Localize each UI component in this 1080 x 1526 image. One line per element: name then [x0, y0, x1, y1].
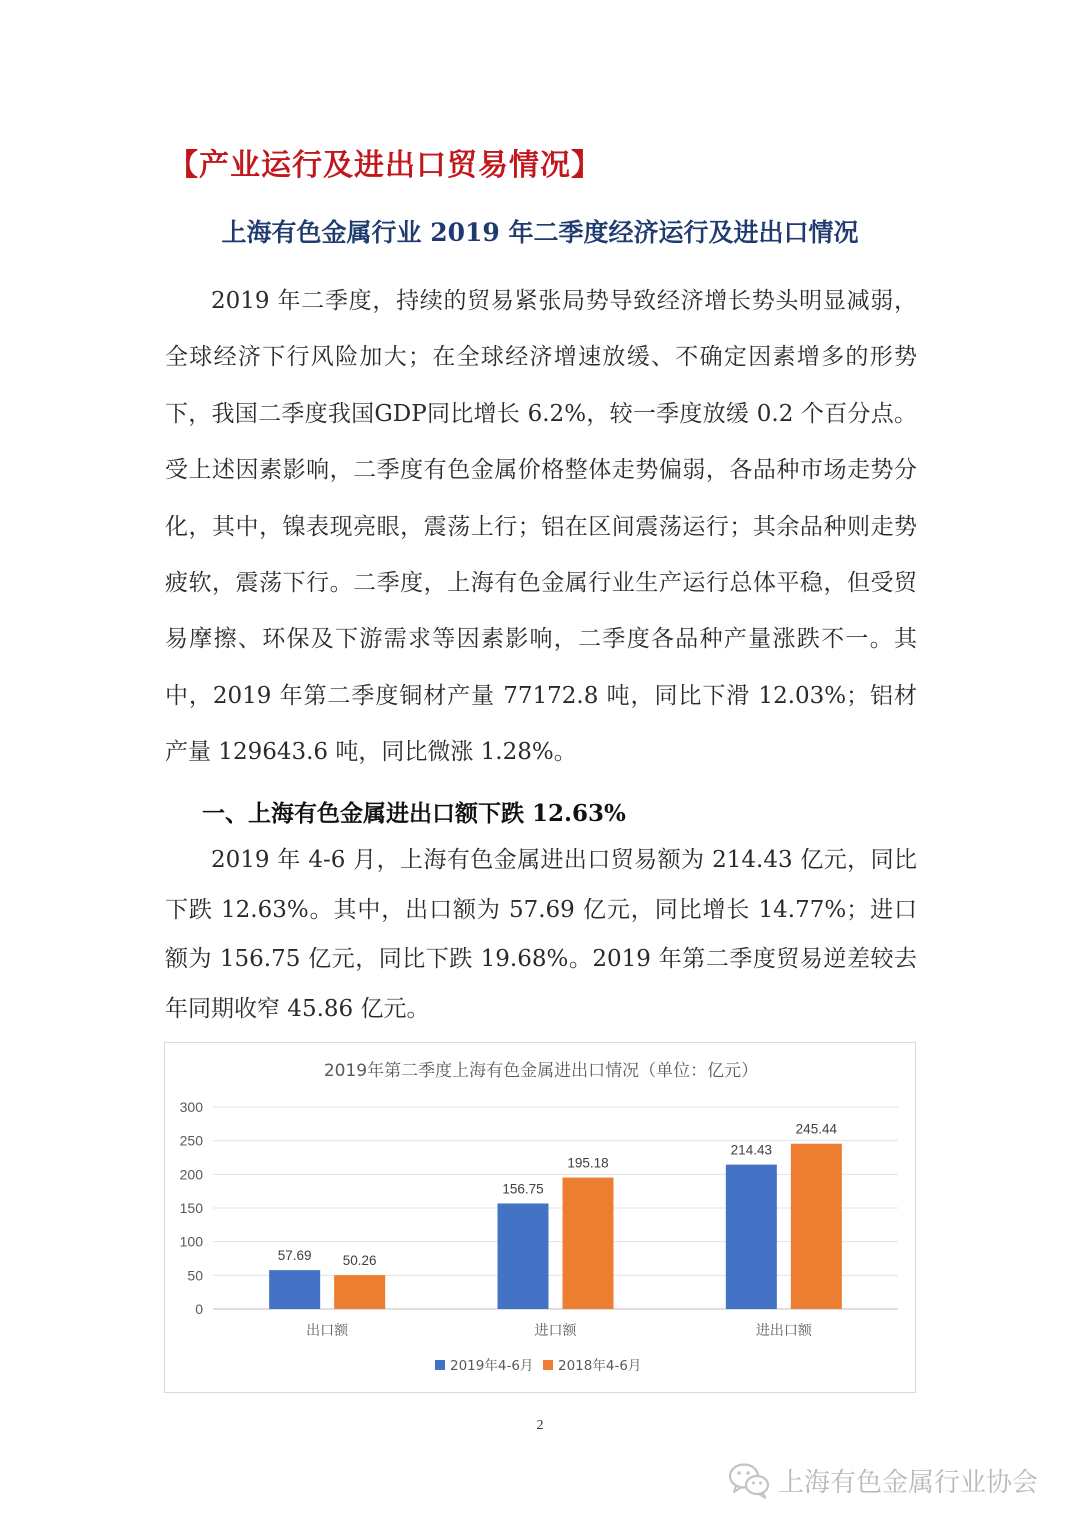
legend-swatch	[435, 1360, 445, 1370]
legend-label: 2018年4-6月	[558, 1358, 642, 1374]
y-tick-label: 200	[179, 1166, 203, 1183]
bar	[726, 1165, 777, 1309]
data-label: 195.18	[567, 1155, 609, 1171]
data-label: 50.26	[342, 1253, 377, 1269]
x-tick-label: 进出口额	[755, 1323, 812, 1339]
x-tick-label: 进口额	[534, 1323, 577, 1339]
wechat-icon	[728, 1461, 772, 1499]
bar	[498, 1203, 549, 1309]
trade-chart	[164, 1042, 916, 1393]
y-tick-label: 300	[179, 1099, 203, 1115]
bar	[269, 1270, 320, 1309]
trade-chart-svg	[165, 1043, 917, 1394]
section-heading-1: 一、上海有色金属进出口额下跌 12.63%	[202, 800, 626, 827]
bar	[791, 1144, 842, 1309]
bar	[563, 1178, 614, 1309]
paragraph-overview: 2019 年二季度，持续的贸易紧张局势导致经济增长势头明显减弱，全球经济下行风险加大；在全球经济增速放缓、不确定因素增多的形势下，我国二季度我国GDP同比增长 6.2%，较一季度放缓 0.2 个百分点。受上述因素影响，二季度有色金属价格整体走势偏弱，各品种市场走势分化，其中，镍表现亮眼，震荡上行；铝在区间震荡运行；其余品种则走势疲软，震荡下行。二季度，上海有色金属行业生产运行总体平稳，但受贸易摩擦、环保及下游需求等因素影响，二季度各品种产量涨跌不一。其中，2019 年第二季度铜材产量 77172.8 吨，同比下滑 12.03%；铝材产量 129643.6 吨，同比微涨 1.28%。	[165, 288, 917, 766]
legend-swatch	[543, 1360, 553, 1370]
document-title: 上海有色金属行业 2019 年二季度经济运行及进出口情况	[221, 218, 859, 247]
section-header: 【产业运行及进出口贸易情况】	[168, 148, 602, 183]
y-tick-label: 100	[179, 1233, 203, 1250]
watermark-text: 上海有色金属行业协会	[778, 1467, 1039, 1498]
data-label: 156.75	[502, 1181, 544, 1197]
watermark	[728, 1458, 1038, 1502]
paragraph-trade: 2019 年 4-6 月，上海有色金属进出口贸易额为 214.43 亿元，同比下跌 12.63%。其中，出口额为 57.69 亿元，同比增长 14.77%；进口额为 156.75 亿元，同比下跌 19.68%。2019 年第二季度贸易逆差较去年同期收窄 45.86 亿元。	[165, 847, 917, 1022]
data-label: 57.69	[277, 1248, 312, 1264]
data-label: 245.44	[795, 1121, 837, 1137]
y-tick-label: 150	[179, 1200, 203, 1216]
page-number: 2	[536, 1418, 544, 1433]
chart-title: 2019年第二季度上海有色金属进出口情况（单位：亿元）	[323, 1061, 759, 1081]
x-tick-label: 出口额	[306, 1323, 349, 1339]
data-label: 214.43	[730, 1142, 772, 1158]
y-tick-label: 0	[195, 1301, 203, 1317]
bar	[334, 1275, 385, 1309]
legend-label: 2019年4-6月	[450, 1358, 534, 1374]
y-tick-label: 250	[179, 1132, 203, 1149]
y-tick-label: 50	[187, 1267, 203, 1284]
